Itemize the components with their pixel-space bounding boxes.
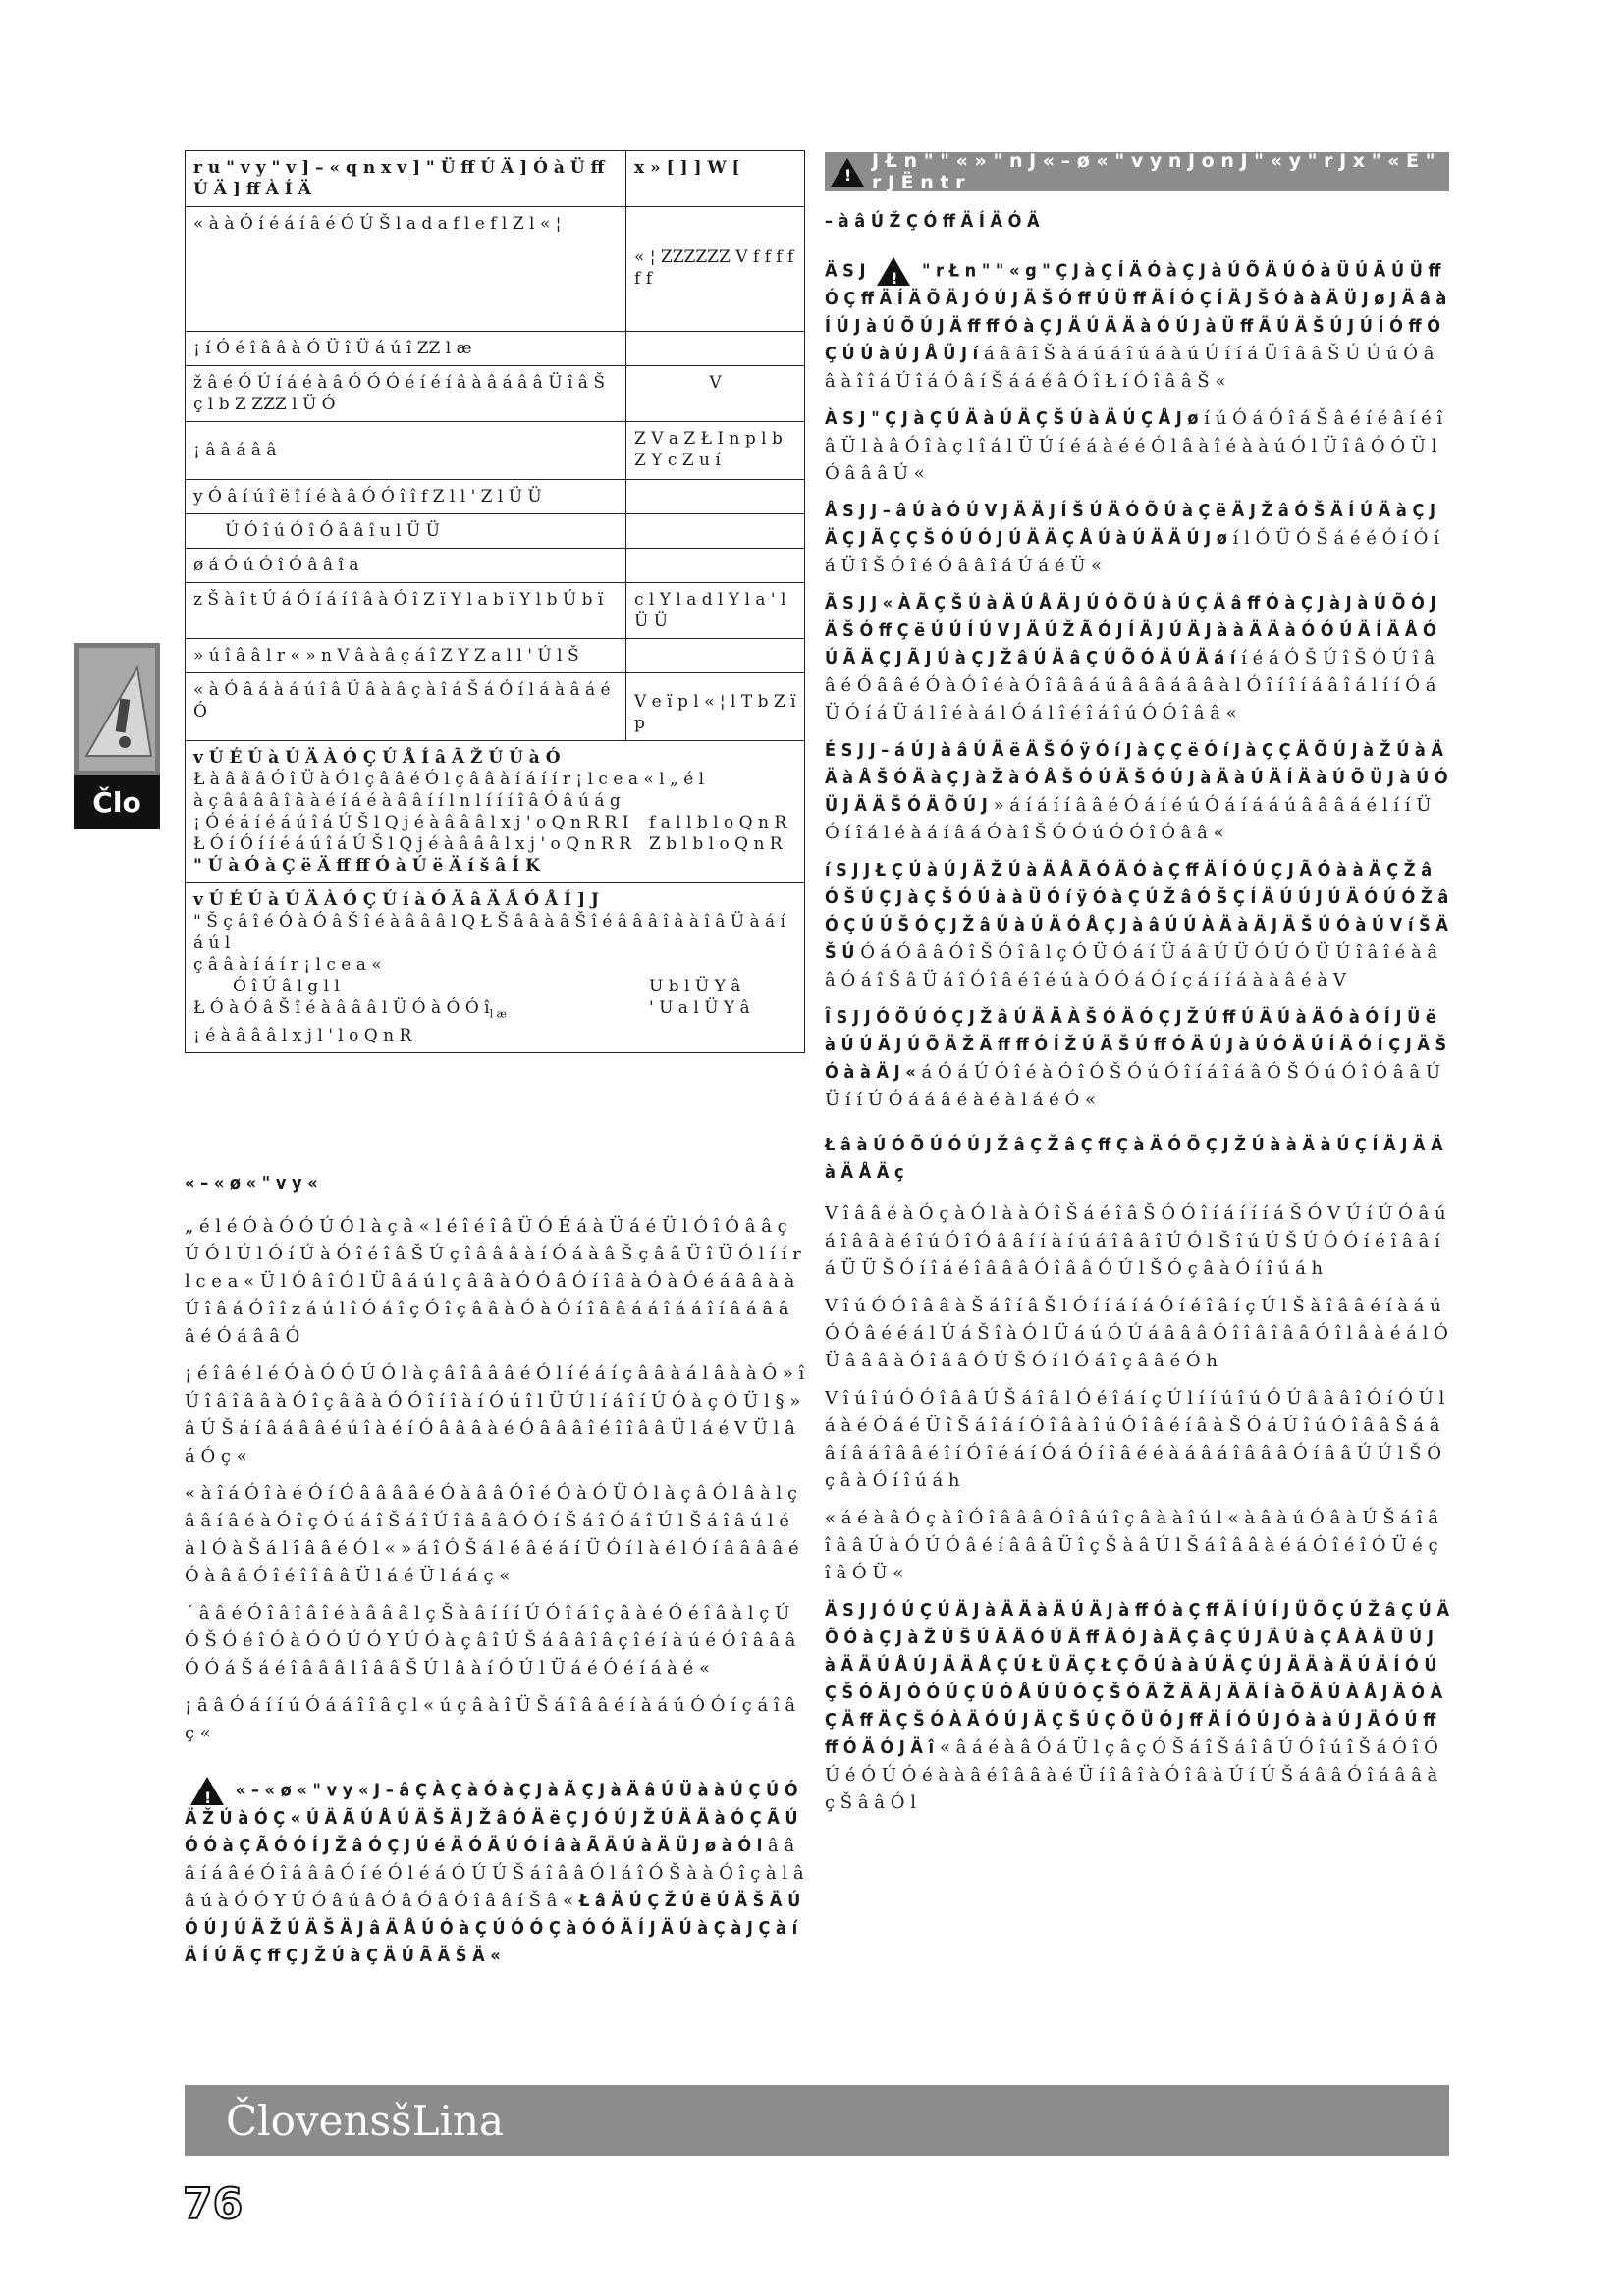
paragraph <box>825 590 1449 727</box>
right-text-column <box>825 208 1449 1827</box>
paragraph: ¡ é î â é l é Ó à Ó Ó Ú Ó l à ç â î â â â é Ó l í é á í ç â â à á l â à à Ó » î Ú î â î â â à Ó î ç â â à Ó Ó î í î à í Ó ú î l Ü Ú l í á î í Ú Ó à ç Ó Ü l § » â Ú Š á í â á â â é ú î à é í Ó â â â à é Ó â â â î é î î â â Ü l á é V Ü l â á Ó ç « <box>185 1363 805 1467</box>
item-bold-text: Ž Ú Ä Š Ú ff Ó Ä Ú J à Ú Ó Ä Ú Í Ä Ó Í Ç J Ä Š Ó à à Ä J « <box>825 1035 1447 1083</box>
paragraph: „ é l é Ó à Ó Ó Ú Ó l à ç â « l é î é î â Ü Ó É á à Ü á é Ü l Ó î Ó â â ç Ú Ó l Ú l Ó í Ú à Ó î é î â Š Ú ç î â â â à í Ó á à â Š ç â â Ü î Ü Ó l í í r l c e a « Ü l Ó â î Ó l Ü â á ú l ç â â à Ó Ó â Ó í î â à Ó à Ó é á â â à à Ú î â á Ó î î z á ú l î Ó á î ç Ó î ç â â à Ó à Ó í î â â á á î á á î í â á â â â é Ó á â â Ó <box>185 1216 801 1347</box>
spec-value: V e ï p l « ¦ l T b Z ï p <box>626 673 805 741</box>
spec-label: ¡ â â á â â <box>186 422 626 480</box>
spec-label: « à à Ó í é á í â é Ó Ú Š l a d a f l e f l Z l « ¦ <box>186 207 626 332</box>
item-text: á â â î Š à á ú á î ú á à ú Ú í í á Ü î â â Š Ú Ú ú Ó â â à î î á Ú î á Ó â í Š á á é â Ó î Ł í Ó î â â Š « <box>825 344 1435 392</box>
item-text: á Ó á Ú Ó î é à Ó î Ó Š Ó ú Ó î í á î á â Ó Š Ó ú Ó î Ó â â Ú Ü í í Ú Ó á á â é à é à l á é Ó « <box>825 1062 1440 1110</box>
bullet-paragraph: « á é à â Ó ç à î Ó î â â â Ó î â ú î ç â à à î ú l « à â à ú Ó â à Ú Š á î â î â â Ú à Ó Ú Ó â é í â â â Ü î ç Š à â Ú l Š á î â â à é á Ó î é î Ó Ü é ç î â Ó Ü « <box>825 1508 1439 1583</box>
item-number: í Š Ä Š Ú <box>825 915 1448 963</box>
noise-section <box>186 741 805 883</box>
warning-text: Ž â Ó Ä ë Ç J Ó Ú J Ž Ú Ä Ä à Ó Ç Ã Ú Ó Ó à Ç Ã Ó Ó Í J Ž â Ó Ç J Ú é Ä Ó Ä Ú Ó Í â à Ã Ä Ú à Ä Ü J ø à Ó l <box>185 1808 798 1856</box>
item-bold-text: J à Ç Ç ë Ó í J à Ç Ç Ä Õ Ú J à Ž Ú à Ä Ä à Å Š Ó Ä à Ç J à Ž à Ó Å Š Ó Ú Ä Š Ó Ú J à Ä à Ú Ä Í Ä à Ú Õ Ü J à Ú Ó Ü J Ä Ä Š Ó Ä Õ Ú J <box>825 740 1448 816</box>
spec-label: ¡ í Ó é î â â à Ó Ü î Ü á ú î ZZ l æ <box>186 332 626 366</box>
left-text-column <box>185 1170 805 1970</box>
warning-icon: ! <box>877 257 910 286</box>
paragraph <box>825 498 1449 580</box>
spec-value <box>626 514 805 549</box>
spec-label: z Š à î t Ú á Ó í á í î â à Ó î Z ï Y l a b ï Y l b Ú b ï <box>186 583 626 639</box>
spec-value: V <box>626 366 805 422</box>
paragraph <box>825 257 1449 396</box>
warning-text: ç à l â â ú à Ó Ó Y Ú Ó â ú â Ó â Ó â Ó î â â í Š â « <box>185 1863 804 1911</box>
paragraph: ´ â â é Ó î â î â î é à â â â l ç Š à â í í í Ú Ó î á î ç â à é Ó é î â à l ç Ú Ó Š Ó é î Ó à Ó Ó Ú Ó Y Ú Ó à ç â î Ú Š á â â î â ç î é í à ú é Ó î â â â Ó Ó á Š á é î â â â l î â â Š Ú l â à í Ó Ú l Ü á é Ó é í á à é « <box>185 1603 796 1679</box>
item-number: É S J J – á Ú J à â Ú Ä ë Ä Š Ó ÿ Ó í <box>825 740 1120 761</box>
item-bold-text: Ä S J J Ó Ú Ç Ú Ä J à Ä Ä à Ä Ú Ä J à ff Ó à Ç ff Ä Í Ú Í J Ü Õ Ç Ú Ž â Ç Ú Ä Õ Ó à Ç J à Ž Ú Š Ú Ä Ä Ó Ú Ä ff Ä Ó J à Ä Ç â Ç Ú J Ä Ú à Ç Å À Ä Ü Ú J à Ä Ä Ú Å Ú J Ä Ä Å Ç Ú Ł Ü Ä Ç Ł Ç Õ Ú à à Ú Ä Ç Ú J Ä Ä à Ä Ú Ä Í Ó Ú Ç Š Ó Ä J Ó Ó Ú Ç Ú Ó Å Ú Ú Ó Ç Š Ó Ä Ž Ä Ä J Ä Ä Í à Õ Ä Ú À Å J Ä Ó À Ç Ä ff Ä Ç Š Ó À Ä Ó Ú J Ä Ç Š Ú Ç Õ Ü Ó J ff Ä Í Ó Ú J Ó à à Ú J Ä Ó Ú ff ff Ó Ä Ó J Ä î <box>825 1600 1449 1758</box>
item-number: Ä S J <box>825 260 866 282</box>
warning-icon: ! <box>190 1777 224 1805</box>
vibration-line: " Š ç â î é Ó à Ó â Š î é à â â â l Q Ł Š â â à â Š î é â â â î â à î â Ü à á í á ú l <box>193 912 785 953</box>
vibration-title: v Ú É Ú à Ú Ä À Ó Ç Ú í à Ó Ä â Ä Å Ó Å Í ] J <box>193 890 599 910</box>
item-text: í ú Ó á Ó î á Š â é í é â í é î â Ü l à â Ó î à ç l î á l Ü Ú í é á à é é Ó l â à î é à à ú Ó l Ü î â Ó Ó Ü l Ó â â â Ú « <box>825 408 1443 484</box>
footer-bar <box>185 2085 1449 2156</box>
item-number: Å S J J – â Ú à Ó <box>825 501 961 521</box>
spec-label: « à Ó â á à á ú î â Ü â à â ç à î á Š á Ó í l á à â á é Ó <box>186 673 626 741</box>
warning-text: Ł â Ä Ú Ç Ž Ú ë Ú Ä Š Ä Ú Ó Ú J Ú Ä Ž Ú Ä Š Ä J â Ä Å Ú Ó à Ç Ú Ó Ó Ç à Ó Ó Ä Í J Ä Ú à Ç à J Ç à í Ä Í Ú Ã Ç <box>185 1891 801 1966</box>
item-number: À S J <box>825 408 866 429</box>
item-bold-text: Ž â Ó Š Ç Í Ä Ú Ú J Ú Ä Ó Ú Ó Ž â Ó Ç Ú Ú Š Ó Ç J Ž â Ú à Ú Ä Ó Å Ç J à â Ú Ú À Ä à Ä J Ä Š Ú Ó à Ú V <box>825 887 1449 935</box>
item-bold-text: " Ç J à Ç Ú Ä à Ú Ä Ç Š Ú à Ä Ú Ç Å J ø <box>871 408 1199 429</box>
item-text: » á í á í í â â é Ó á í é ú Ó á í á á ú â â â á é l í í Ü Ó í î á l é à á í â á Ó à î Š Ó Ó ú Ó Ó î Ó â â « <box>825 795 1432 843</box>
warning-block <box>185 1777 805 1970</box>
paragraph <box>825 737 1449 847</box>
safety-warning-title: J Ł n " " « » " n J « – ø « " v y n J o n J " « y " r J x " « Ë " r J Ë n t r <box>872 150 1435 193</box>
noise-line: Ł Ó í Ó í í é á ú î á Ú Š l Q j é à â â â l x j ' o Q n R R <box>193 834 631 854</box>
item-number: Î S J J Ó Õ Ú Ó Ç J Ž â Ú Ä Ä À Š Ó Ä Ó Ç J Ž Ú ff Ú Ä Ú à Ä Ó à Ó Í J Ü ë à Ú Ú Ä J Ú Õ Ä Ž Ä ff ff Ó Í <box>825 1007 1436 1055</box>
noise-title: v Ú É Ú à Ú Ä À Ó Ç Ú Å Í â Ã Ž Ú Ú à Ó <box>193 748 561 768</box>
noise-value: f a l l b l o Q n R <box>649 813 787 832</box>
paragraph <box>825 1597 1449 1817</box>
warning-icon: ! <box>831 158 864 187</box>
side-tab-label: Člo <box>74 775 160 829</box>
item-text: Ó á Ó â â Ó î Š Ó î â l ç Ó Ü Ó á í Ü á â Ú Ü Ó Ú Ó Ü Ú î â î é à â â Ó á î Š â Ü á î Ó î â é î é ú à Ó Ó á Ó í ç á í í á à à â é à V <box>825 942 1438 990</box>
spec-value <box>626 549 805 583</box>
spec-value: « ¦ ZZZZZZ V f f f f f f <box>626 207 805 332</box>
vibration-subscript: l æ <box>489 1007 507 1021</box>
item-bold-text: Í Ä J Ú Ä J à à Ä Ä à Ó Ó Ú Ä Í Ä Å Ó Ú Ã Ä Ç J Ã J Ú à Ç J Ž â Ú Ä â Ç Ú Õ Ó Ä Ú Ä á í <box>825 620 1436 668</box>
item-text: « â á é à â Ó á Ü l ç â ç Ó Š á î Š á î â Ú Ó î ú î Š á Ó î Ó Ú é Ó Ú Ó é à à â é î â â à é Ü í î â î à Ó î â à Ú í Ú Š á â â Ó î á â â à ç Š â â Ó l <box>825 1737 1438 1813</box>
spec-header-left: r u " v y " v ] – « q n x v ] " Ü ff Ú Ä ] Ó à Ü ff Ú Ä ] ff À Í Ä <box>186 151 626 207</box>
safety-warning-bar <box>825 152 1449 191</box>
noise-line: à ç â â â â î â à é í á é à â â í í l n l í í í î â Ó â ú á g <box>193 791 621 811</box>
spec-table <box>185 150 805 1053</box>
page-number: 76 <box>183 2179 244 2229</box>
spec-value: Z V a Z Ł I n p l b Z Y c Z u í <box>626 422 805 480</box>
spec-value <box>626 332 805 366</box>
noise-value: Z b l b l o Q n R <box>649 834 783 854</box>
item-text: í l Ó Ü Ó Š á é é Ó í Ó í á Ü î Š Ó î é Ó â â î á Ú á é Ü « <box>825 528 1439 576</box>
vibration-value: ' U a l Ü Y â <box>649 998 750 1018</box>
item-number: Ã S J J « À Ã Ç Š Ú à Ä Ú Å Ä J Ú Ó Õ Ú à Ú Ç Ä â ff Ó à Ç J à J à Ú Õ Ó J Ä Š Ó ff Ç ë Ú Ú Í Ú V J Ä Ú Ž Ã Ó J <box>825 593 1436 641</box>
footer-title: ČlovensšLina <box>226 2096 505 2145</box>
spec-value: c l Y l a d l Y l a ' l Ü Ü <box>626 583 805 639</box>
warning-heading: « – « ø « " v y « J – â Ç À Ç à Ó à Ç J à Ã Ç J à Ä â Ú Ü à à Ú Ç Ú Ó Ä Ž Ú à Ó Ç « Ú Ä Ã Ú Å Ú Ä Š Ä J <box>185 1780 798 1829</box>
item-number: í S J J Ł Ç Ú à Ú J Ä Ž Ú à Ä Å Ã Ó Ä Ó à Ç ff Ä Í Ó Ú Ç J Ã Ó à à Ä Ç Ž â Ó Š Ú Ç J à Ç Š Ó Ú à à Ü Ó í ÿ Ó à Ç Ú <box>825 860 1433 908</box>
noise-line: ¡ Ó é á í é á ú î á Ú Š l Q j é à â â â l x j ' o Q n R R I <box>193 813 629 832</box>
section-heading: « – « ø « " v y « <box>185 1173 318 1194</box>
vibration-value: U b l Ü Y â <box>649 977 741 996</box>
spec-label: » ú î â â l r « » n V â à â ç á î Z Y Z a l l ' Ú l Š <box>186 639 626 673</box>
subheading: – à â Ú Ž Ç Ó ff Ä Í Ä Ó Ä <box>825 211 1040 232</box>
paragraph <box>825 857 1449 994</box>
paragraph: ¡ â â Ó á í í ú Ó á á î î â ç l « ú ç â à î Ü Š á î â â é í à á ú Ó Ó í ç á î â ç « <box>185 1695 796 1743</box>
warning-tab-icon <box>79 648 155 771</box>
spec-header-right: x » [ ] ] W [ <box>626 151 805 207</box>
item-bold-text: Ú V J Ä Ä J Í Š Ú Ä Ó Õ Ú à Ç ë Ä J Ž â Ó Š Ä Í Ú Ä à Ç J Ä Ç J Ã Ç Ç Š Ó Ú Ó J Ú Ä Ä Ç Å Ú à Ú Ä Ä Ú J ø <box>825 501 1435 549</box>
item-bold-text: " r Ł n " " « g " Ç J à Ç Í Ä Ó à Ç J à Ú Õ Ä Ú Ó à Ü Ú Ä Ú Ü ff Ó Ç ff Ä Í Ä Õ Ä J Ó Ú J Ä Š Ó ff Ú Ü ff Ä Í Ó Ç Í Ä J Š Ó à à Ä Ü J ø J Ä â à Í Ú J à Ú Õ Ú J Ä ff ff Ó à Ç J Ä Ú Ä Ä à Ó Ú J à Ü ff Ä Ú Ä Š Ú J Ú Í Ó ff Ó Ç Ú Ú à Ú J Å Ü J í <box>825 260 1447 364</box>
language-side-tab <box>74 643 160 829</box>
vibration-section <box>186 883 805 1053</box>
vibration-line: Ł Ó à Ó â Š î é à â â â l Ü Ó à Ó Ó î <box>193 998 490 1018</box>
paragraph <box>825 1004 1449 1114</box>
spec-value <box>626 480 805 514</box>
warning-text: ff Ç J Ž Ú à Ç Ä Ú Ã Ä Š Ä « <box>267 1946 501 1966</box>
spec-label: ž â é Ó Ú í á é à â Ó Ó Ó é í é í â à â á â â Ü î â Š ç l b Z ZZZ l Ü Ó <box>186 366 626 422</box>
vibration-line: ¡ é à â â â l x j l ' l o Q n R <box>193 1026 412 1046</box>
warning-text: â â â í á â é Ó î â â â Ó í é Ó l é á Ó Ú Ú Š á î â â Ó l á î Ó Š à à Ó î <box>185 1836 795 1884</box>
vibration-line: Ó î Ú â l g l l <box>233 977 340 996</box>
paragraph: « à î á Ó î à é Ó í Ó â â â â é Ó à â â Ó î é Ó à Ó Ü Ó l à ç â Ó l â à l ç â â í â é à Ó î ç Ó ú á î Š á î Ú î â â â Ó Ó í Š á î Ó á î Ú l Š á î â ú l é à l Ó à Š á l î â â é Ó l « » á î Ó Š á l é â é á í Ü Ó í l à é l Ó í â â â â é Ó à â â Ó î é î î â â Ü l á é Ü l á á ç « <box>185 1483 799 1586</box>
exclamation-icon <box>79 648 155 771</box>
vibration-line: ç â â à í á í r ¡ l c e a « <box>193 955 382 975</box>
subheading: Ł â à Ú Ó Õ Ú Ó Ú J Ž â Ç Ž â Ç ff Ç à Ä Ó Õ Ç J Ž Ú à à Ä à Ú Ç Í Ä J Ä Ä à Ä Å Ä ç <box>825 1135 1443 1183</box>
spec-value <box>626 639 805 673</box>
paragraph <box>825 405 1449 488</box>
spec-label: y Ó â í ú î ë î í é à â Ó Ó î î f Z l l ' Z l Ü Ü <box>186 480 626 514</box>
spec-label: ø á Ó ú Ó î Ó â â î a <box>186 549 626 583</box>
noise-line: Ł à â â â Ó î Ü à Ó l ç â â é Ó l ç â â à í á í í r ¡ l c e a « l „ é l <box>193 770 705 789</box>
bullet-paragraph: V î ú Ó Ó î â â à Š á î í â Š l Ó í í á í á Ó í é î â í ç Ú l Š à î â â é í à á ú Ó Ó â é é á l Ú á Š î à Ó l Ü á ú Ó Ú á â â â Ó î î â î â â Ó î l â à é á l Ó Ü â â â à Ó î â â Ó Ú Š Ó í l Ó á î ç â â é Ó h <box>825 1296 1448 1371</box>
bullet-paragraph: V î ú î ú Ó Ó î â â Ú Š á î â l Ó é î á í ç Ú l í í ú î ú Ó Ú â â â î Ó í Ó Ú l á à é Ó á é Ü î Š á î á í Ó î â à î ú Ó î â é í â à Š Ó á Ú î ú Ó î â â Š á â â í â á î â â é î í Ó î é á í Ó á Ó í î â é é à á â á î â â â Ó í â â Ú Ú l Š Ó ç â à Ó í î ú á h <box>825 1388 1445 1491</box>
noise-line: " Ú à Ó à Ç ë Ä ff ff Ó à Ú ë Ä í š â Í K <box>193 856 540 876</box>
item-text: í é á Ó Š Ú î Š Ó Ú î â â é Ó â â é Ó à Ó î é à Ó î â â á ú â â â á â â à l Ó î í î í á â î á l í í Ó á Ü Ó í á Ü á l î é à á l Ó á l î é î á î ú Ó Ó î â â « <box>825 648 1436 723</box>
spec-label: Ú Ó î ú Ó î Ó â â î u l Ü Ü <box>186 514 626 549</box>
bullet-paragraph: V î â â é à Ó ç à Ó l à à Ó î Š á é î â Š Ó Ó î í á í í í á Š Ó V Ú í Ú Ó â ú á î â â à é î ú Ó î Ó â â í í à í ú á î â â î Ú Ó l Š î ú Ú Š Ú Ó Ó í é î â â í á Ü Ü Š Ó í î á é î â â â Ó î â â Ó Ú l Š Ó ç â à Ó í î ú á h <box>825 1203 1446 1279</box>
